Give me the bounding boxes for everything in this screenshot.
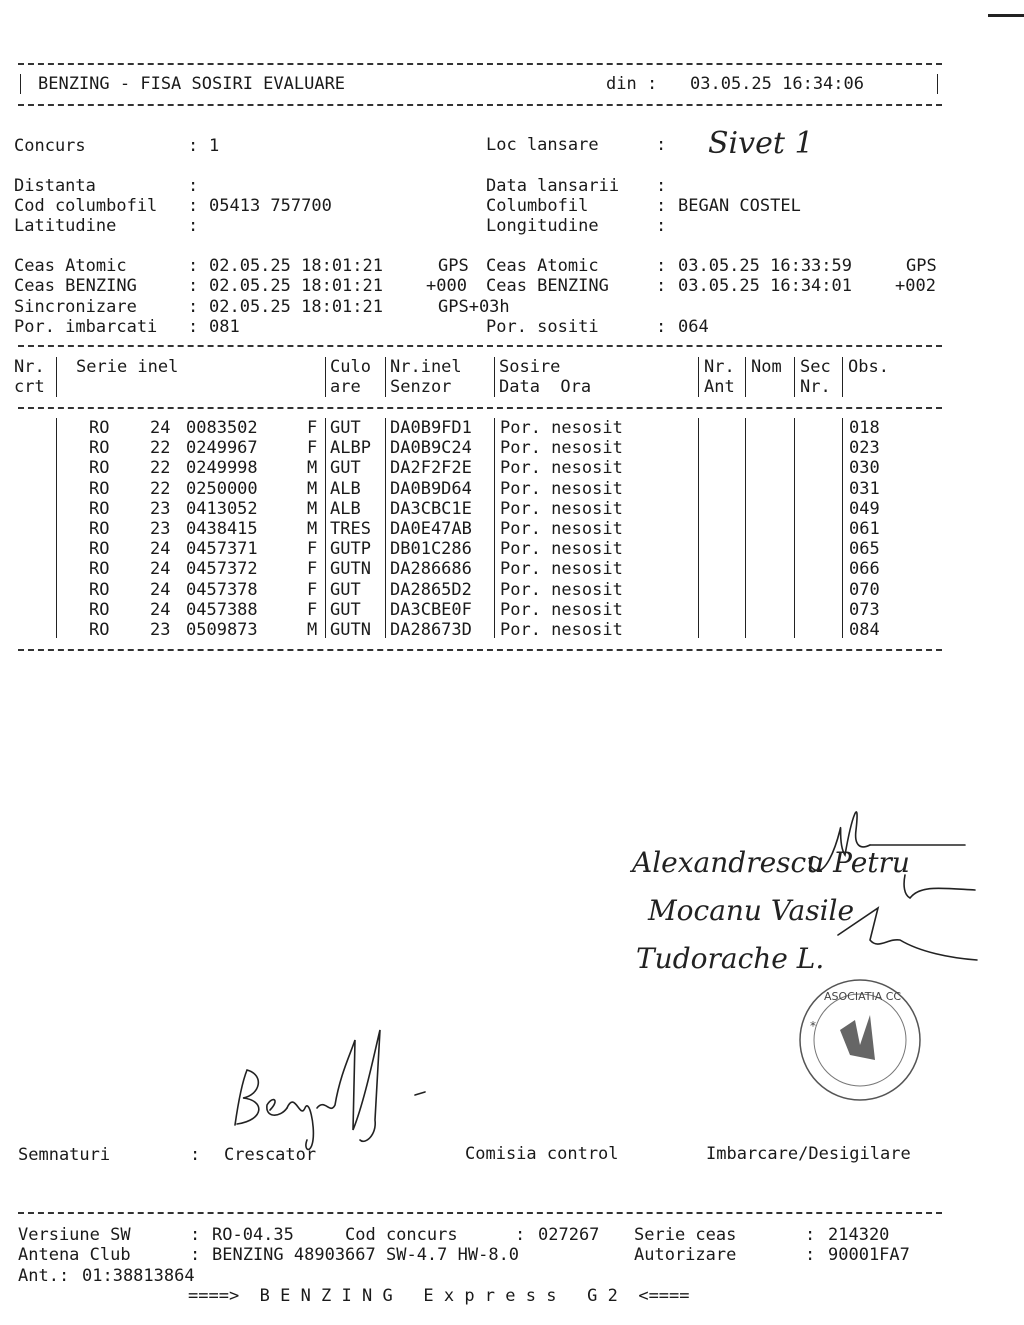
cell-an: 23 — [150, 519, 171, 539]
cell-an: 23 — [150, 620, 171, 640]
cell-numar: 0457372 — [186, 559, 258, 580]
column-separator — [56, 418, 57, 638]
colon: : — [188, 276, 199, 296]
date-label: din : — [606, 74, 658, 94]
cod-columbofil-label: Cod columbofil — [14, 196, 158, 216]
colon: : — [656, 176, 667, 196]
date-value: 03.05.25 16:34:06 — [690, 74, 864, 94]
colon: : — [188, 136, 199, 156]
cell-tara: RO — [89, 539, 110, 560]
column-separator — [494, 418, 495, 638]
colon: : — [188, 216, 199, 236]
cell-numar: 0249998 — [186, 458, 258, 479]
colon: : — [188, 317, 199, 337]
col-header-sosire: Sosire — [499, 357, 561, 377]
cell-obs: 031 — [849, 478, 880, 499]
clock-label: Por. sositi — [486, 317, 599, 337]
cell-tara: RO — [89, 519, 110, 539]
cell-numar: 0457371 — [186, 539, 258, 560]
column-separator — [698, 357, 699, 397]
col-header-culoare: Culo — [330, 357, 371, 377]
column-separator — [842, 418, 843, 638]
cell-obs: 066 — [849, 559, 880, 580]
footer-banner: ====> B E N Z I N G E x p r e s s G 2 <==== — [188, 1286, 690, 1306]
col-header-obs: Obs. — [848, 357, 889, 377]
cell-sosire: Por. nesosit — [500, 519, 623, 539]
serie-ceas-label: Serie ceas — [634, 1225, 737, 1245]
longitudine-label: Longitudine — [486, 216, 599, 236]
cell-culoare: GUT — [330, 458, 361, 479]
clock-suffix: +000 — [426, 276, 467, 296]
col-header-senzor: Nr.inel — [390, 357, 462, 377]
column-separator — [842, 357, 843, 397]
cell-tara: RO — [89, 620, 110, 640]
svg-text:*: * — [810, 1019, 816, 1033]
cell-sex: M — [307, 498, 318, 519]
cell-an: 22 — [150, 438, 171, 459]
divider — [18, 649, 942, 651]
cell-sex: F — [307, 599, 318, 620]
cell-sex: F — [307, 559, 318, 580]
divider — [18, 104, 942, 106]
divider — [18, 1212, 942, 1214]
page-title: BENZING - FISA SOSIRI EVALUARE — [38, 74, 346, 94]
cell-senzor: DA0B9FD1 — [390, 418, 472, 438]
colon: : — [188, 297, 199, 317]
column-separator — [698, 418, 699, 638]
cell-numar: 0250000 — [186, 478, 258, 499]
cell-tara: RO — [89, 438, 110, 459]
handwritten-name: Tudorache L. — [636, 942, 825, 975]
cell-obs: 065 — [849, 539, 880, 560]
cell-tara: RO — [89, 579, 110, 600]
clock-suffix: GPS — [906, 256, 937, 276]
concurs-label: Concurs — [14, 136, 86, 156]
clock-label: Ceas BENZING — [14, 276, 137, 296]
header-left-bar — [20, 74, 21, 94]
column-separator — [325, 418, 326, 638]
cell-obs: 070 — [849, 579, 880, 600]
cell-sosire: Por. nesosit — [500, 539, 623, 560]
cell-an: 24 — [150, 418, 171, 438]
cell-senzor: DA0E47AB — [390, 519, 472, 539]
cell-an: 22 — [150, 478, 171, 499]
cell-culoare: GUT — [330, 599, 361, 620]
column-separator — [56, 357, 57, 397]
cell-tara: RO — [89, 498, 110, 519]
stamp-text: ASOCIATIA CC — [824, 990, 902, 1003]
handwritten-name: Mocanu Vasile — [648, 894, 855, 927]
column-separator — [794, 418, 795, 638]
colon: : — [656, 276, 667, 296]
cell-an: 24 — [150, 539, 171, 560]
col-header-crt: crt — [14, 377, 45, 397]
clock-value: 064 — [678, 317, 709, 337]
cell-sosire: Por. nesosit — [500, 418, 623, 438]
cell-culoare: ALB — [330, 478, 361, 499]
ant-label: Ant.: — [18, 1266, 70, 1286]
cod-concurs-value: 027267 — [538, 1225, 600, 1245]
divider — [18, 345, 942, 347]
cell-numar: 0083502 — [186, 418, 258, 438]
clock-suffix: GPS — [438, 256, 469, 276]
clock-value: 03.05.25 16:34:01 — [678, 276, 852, 296]
col-header-culoare-2: are — [330, 377, 361, 397]
colon: : — [656, 256, 667, 276]
handwritten-name: Alexandrescu Petru — [632, 846, 910, 879]
cell-senzor: DB01C286 — [390, 539, 472, 560]
col-header-senzor-2: Senzor — [390, 377, 452, 397]
cell-an: 24 — [150, 559, 171, 580]
colon: : — [190, 1225, 201, 1245]
cell-senzor: DA28673D — [390, 620, 472, 640]
cell-senzor: DA0B9D64 — [390, 478, 472, 499]
concurs-value: 1 — [209, 136, 220, 156]
clock-value: 081 — [209, 317, 240, 337]
colon: : — [805, 1245, 816, 1265]
header-right-bar — [937, 74, 938, 94]
comisia-label: Comisia control — [465, 1144, 619, 1164]
cell-culoare: GUT — [330, 418, 361, 438]
clock-label: Por. imbarcati — [14, 317, 158, 337]
cell-sex: F — [307, 438, 318, 459]
col-header-ant-2: Ant — [704, 377, 735, 397]
divider — [18, 407, 942, 409]
cell-obs: 061 — [849, 519, 880, 539]
cell-sosire: Por. nesosit — [500, 599, 623, 620]
data-lansarii-label: Data lansarii — [486, 176, 620, 196]
page-corner-mark — [988, 0, 1024, 17]
clock-value: 02.05.25 18:01:21 — [209, 256, 383, 276]
cell-sex: M — [307, 458, 318, 479]
cell-sosire: Por. nesosit — [500, 438, 623, 459]
columbofil-label: Columbofil — [486, 196, 589, 216]
col-header-nom: Nom — [751, 357, 782, 377]
cell-obs: 073 — [849, 599, 880, 620]
col-header-serie: Serie inel — [76, 357, 179, 377]
autorizare-label: Autorizare — [634, 1245, 737, 1265]
cell-culoare: GUT — [330, 579, 361, 600]
colon: : — [656, 135, 667, 155]
column-separator — [494, 357, 495, 397]
autorizare-value: 90001FA7 — [828, 1245, 910, 1265]
cell-sosire: Por. nesosit — [500, 458, 623, 479]
col-header-nr: Nr. — [14, 357, 45, 377]
cell-culoare: GUTN — [330, 559, 371, 580]
cell-senzor: DA2865D2 — [390, 579, 472, 600]
cell-tara: RO — [89, 599, 110, 620]
colon: : — [656, 196, 667, 216]
cell-sosire: Por. nesosit — [500, 478, 623, 499]
cell-sosire: Por. nesosit — [500, 498, 623, 519]
loc-lansare-handwritten: Sivet 1 — [708, 126, 814, 161]
column-separator — [745, 357, 746, 397]
versiune-value: RO-04.35 — [212, 1225, 294, 1245]
cell-tara: RO — [89, 418, 110, 438]
cell-an: 23 — [150, 498, 171, 519]
clock-label: Ceas Atomic — [486, 256, 599, 276]
cell-an: 24 — [150, 599, 171, 620]
cell-culoare: GUTP — [330, 539, 371, 560]
cell-numar: 0457388 — [186, 599, 258, 620]
divider — [18, 63, 942, 65]
column-separator — [385, 418, 386, 638]
latitudine-label: Latitudine — [14, 216, 117, 236]
columbofil-value: BEGAN COSTEL — [678, 196, 801, 216]
cell-obs: 084 — [849, 620, 880, 640]
column-separator — [325, 357, 326, 397]
cell-tara: RO — [89, 478, 110, 499]
colon: : — [190, 1245, 201, 1265]
cell-obs: 049 — [849, 498, 880, 519]
clock-suffix: GPS+03h — [438, 297, 510, 317]
antena-label: Antena Club — [18, 1245, 131, 1265]
col-header-ant: Nr. — [704, 357, 735, 377]
clock-value: 03.05.25 16:33:59 — [678, 256, 852, 276]
colon: : — [190, 1145, 201, 1165]
col-header-sec-2: Nr. — [800, 377, 831, 397]
cell-obs: 023 — [849, 438, 880, 459]
cell-culoare: ALB — [330, 498, 361, 519]
cell-culoare: GUTN — [330, 620, 371, 640]
column-separator — [385, 357, 386, 397]
cell-sex: M — [307, 478, 318, 499]
colon: : — [188, 176, 199, 196]
column-separator — [794, 357, 795, 397]
cell-numar: 0438415 — [186, 519, 258, 539]
cell-sex: F — [307, 579, 318, 600]
col-header-sosire-2: Data Ora — [499, 377, 592, 397]
colon: : — [515, 1225, 526, 1245]
stamp — [800, 980, 920, 1100]
crescator-label: Crescator — [224, 1145, 317, 1165]
cell-culoare: ALBP — [330, 438, 371, 459]
cell-sosire: Por. nesosit — [500, 579, 623, 600]
cell-obs: 018 — [849, 418, 880, 438]
cell-sosire: Por. nesosit — [500, 559, 623, 580]
cell-tara: RO — [89, 458, 110, 479]
clock-label: Sincronizare — [14, 297, 137, 317]
colon: : — [656, 317, 667, 337]
cell-sex: F — [307, 539, 318, 560]
cell-numar: 0457378 — [186, 579, 258, 600]
ant-value: 01:38813864 — [82, 1266, 195, 1286]
clock-label: Ceas BENZING — [486, 276, 609, 296]
colon: : — [656, 216, 667, 236]
clock-label: Ceas Atomic — [14, 256, 127, 276]
colon: : — [805, 1225, 816, 1245]
distanta-label: Distanta — [14, 176, 96, 196]
clock-suffix: +002 — [895, 276, 936, 296]
cell-senzor: DA2F2F2E — [390, 458, 472, 479]
handwritten-signature-block — [620, 790, 990, 1120]
cod-concurs-label: Cod concurs — [345, 1225, 458, 1245]
semnaturi-label: Semnaturi — [18, 1145, 111, 1165]
clock-value: 02.05.25 18:01:21 — [209, 297, 383, 317]
cell-numar: 0249967 — [186, 438, 258, 459]
column-separator — [745, 418, 746, 638]
cell-an: 22 — [150, 458, 171, 479]
colon: : — [188, 256, 199, 276]
cell-senzor: DA0B9C24 — [390, 438, 472, 459]
cell-obs: 030 — [849, 458, 880, 479]
cod-columbofil-value: 05413 757700 — [209, 196, 332, 216]
cell-numar: 0509873 — [186, 620, 258, 640]
cell-culoare: TRES — [330, 519, 371, 539]
cell-sex: F — [307, 418, 318, 438]
cell-senzor: DA286686 — [390, 559, 472, 580]
clock-value: 02.05.25 18:01:21 — [209, 276, 383, 296]
cell-sex: M — [307, 519, 318, 539]
cell-sosire: Por. nesosit — [500, 620, 623, 640]
cell-an: 24 — [150, 579, 171, 600]
cell-tara: RO — [89, 559, 110, 580]
cell-senzor: DA3CBC1E — [390, 498, 472, 519]
serie-ceas-value: 214320 — [828, 1225, 890, 1245]
loc-lansare-label: Loc lansare — [486, 135, 599, 155]
versiune-label: Versiune SW — [18, 1225, 131, 1245]
cell-senzor: DA3CBE0F — [390, 599, 472, 620]
antena-value: BENZING 48903667 SW-4.7 HW-8.0 — [212, 1245, 520, 1265]
colon: : — [188, 196, 199, 216]
col-header-sec: Sec — [800, 357, 831, 377]
cell-numar: 0413052 — [186, 498, 258, 519]
cell-sex: M — [307, 620, 318, 640]
imbarcare-label: Imbarcare/Desigilare — [706, 1144, 911, 1164]
